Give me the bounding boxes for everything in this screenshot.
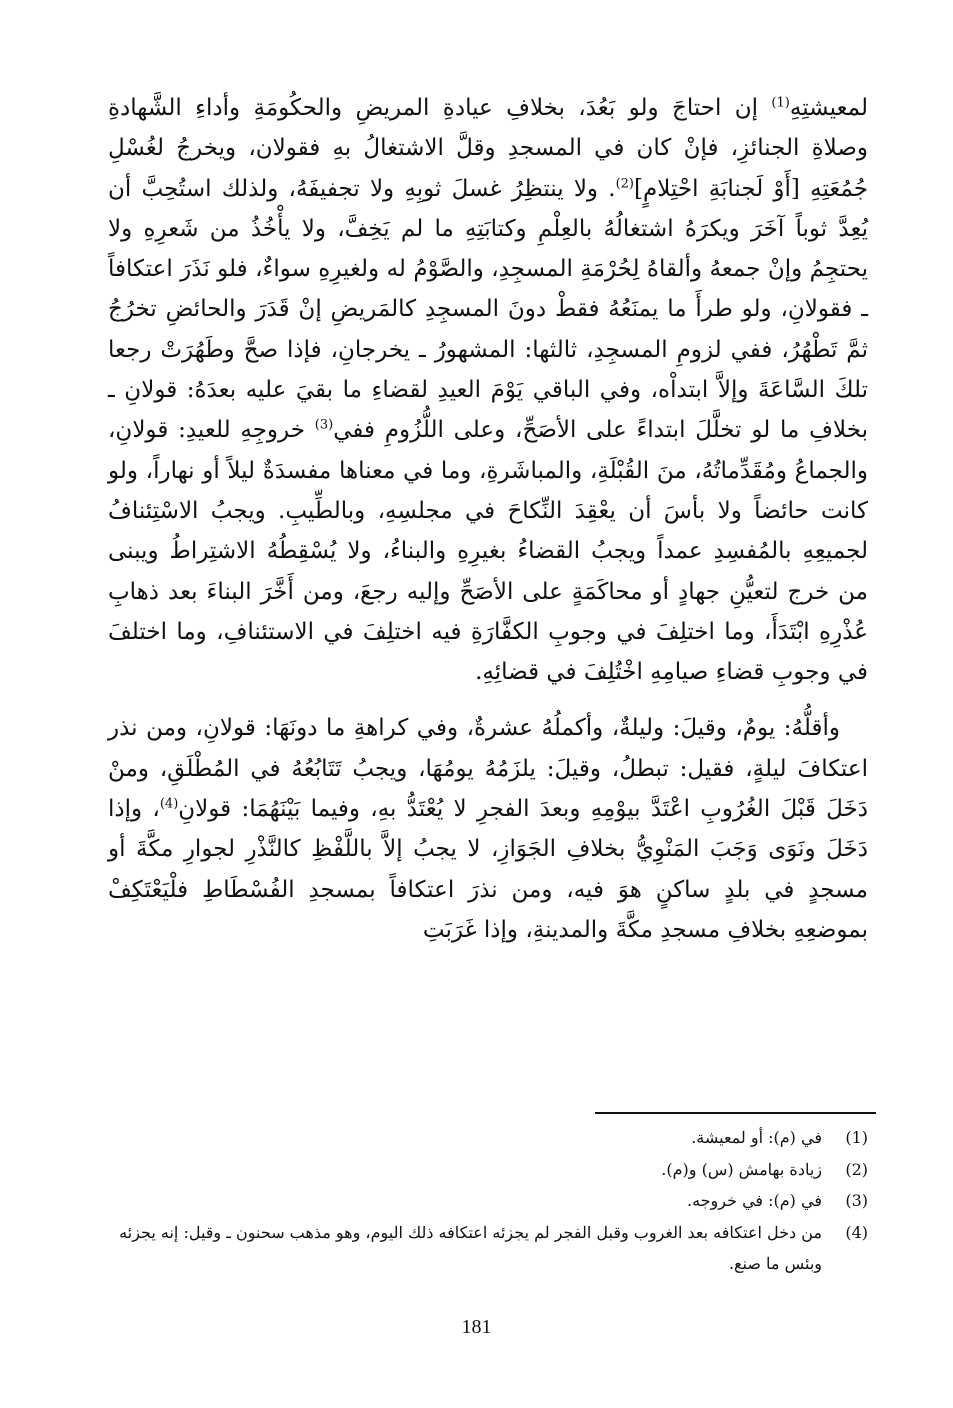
paragraph-2 <box>108 708 868 950</box>
main-text <box>108 88 868 950</box>
footnote-ref-1: (1) <box>771 95 790 111</box>
footnote-2 <box>108 1154 868 1186</box>
footnote-number: (3) <box>845 1191 868 1210</box>
text-run: خروجِهِ للعيدِ: قولانِ، والجماعُ ومُقَدِّماتُهُ، منَ القُبْلَةِ، والمباشَرةِ، وما في معناها مفسدَةٌ ليلاً أو نهاراً، ولو كانت حائضاً ولا بأسَ أن يعْقِدَ النِّكاحَ في مجلسِهِ، وبالطِّيبِ. ويجبُ الاسْتِئنافُ لجميعِهِ بالمُفسِدِ عمداً ويجبُ القضاءُ بغيرِهِ والبناءُ، ولا يُسْقِطُهُ الاشتِراطُ ويبنى من خرج لتعيُّنِ جهادٍ أو محاكَمَةٍ على الأصَحِّ وإليه رجعَ، ومن أَخَّرَ البناءَ بعد ذهابِ عُذْرِهِ ابْتَدَأَ، وما اختلِفَ في وجوبِ الكفَّارَةِ فيه اختلِفَ في الاستئنافِ، وما اختلفَ في وجوبِ قضاءِ صيامِهِ اخْتُلِفَ في قضائِهِ. <box>108 417 868 686</box>
text-run: . ولا ينتظِرُ غسلَ ثوبِهِ ولا تجفيفَهُ، ولذلك استُحِبَّ أن يُعِدَّ ثوباً آخَرَ ويكرَهُ اشتغالُهُ بالعِلْمِ وكتابَتِهِ ما لم يَخِفَّ، ولا يأْخُذُ من شَعرِهِ ولا يحتجِمُ وإنْ جمعهُ وألقاهُ لِحُرْمَةِ المسجِدِ، والصَّوْمُ له ولغيرِهِ سواءٌ، فلو نَذَرَ اعتكافاً ـ فقولانِ، ولو طرأَ ما يمنَعُهُ فقطْ دونَ المسجِدِ كالمَريضِ إنْ قَدَرَ والحائضِ تخرُجُ ثمَّ تَطْهُرُ، ففي لزومِ المسجِدِ، ثالثها: المشهورُ ـ يخرجانِ، فإذا صحَّ وطَهُرَتْ رجعا تلكَ السَّاعَةَ وإلاَّ ابتداْه، وفي الباقي يَوْمَ العيدِ لقضاءِ ما بقيَ عليه بعدَهُ: قولانِ ـ بخلافِ ما لو تخلَّلَ ابتداءً على الأصَحِّ، وعلى اللُّزُومِ ففي <box>108 175 868 444</box>
footnote-3 <box>108 1185 868 1217</box>
footnote-number: (1) <box>845 1128 868 1147</box>
footnote-number: (2) <box>845 1159 868 1179</box>
footnote-4 <box>108 1217 868 1280</box>
text-run: وأقلُّهُ: يومٌ، وقيلَ: وليلةٌ، وأكملُهُ عشرةٌ، وفي كراهةِ ما دونَهَا: قولانِ، ومن نذر اعتكافَ ليلةٍ، فقيل: تبطلُ، وقيلَ: يلزَمُهُ يومُهَا، ويجبُ تَتَابُعُهُ في المُطْلَقِ، ومنْ دَخَلَ قَبْلَ الغُرُوبِ اعْتَدَّ بيوْمِهِ وبعدَ الفجرِ لا يُعْتَدُّ بهِ، وفيما بَيْنَهُمَا: قولانِ <box>108 715 868 823</box>
footnote-text: في (م): في خروجه. <box>686 1191 822 1210</box>
footnote-text: في (م): أو لمعيشة. <box>691 1128 822 1147</box>
footnote-text: من دخل اعتكافه بعد الغروب وقبل الفجر لم يجزئه اعتكافه ذلك اليوم، وهو مذهب سحنون ـ وقيل: إنه يجزئه وبئس ما صنع. <box>119 1222 822 1273</box>
footnote-1 <box>108 1122 868 1154</box>
page-number: 181 <box>461 1316 492 1338</box>
footnote-number: (4) <box>845 1222 868 1242</box>
footnote-separator <box>595 1112 876 1114</box>
paragraph-1 <box>108 88 868 692</box>
text-run: ، وإذا دَخَلَ ونَوَى وَجَبَ المَنْوِيُّ بخلافِ الجَوَازِ، لا يجبُ إلاَّ باللَّفْظِ كالنَّذْرِ لجوارِ مكَّةَ أو مسجدٍ في بلدٍ ساكنٍ هوَ فيه، ومن نذرَ اعتكافاً بمسجدِ الفُسْطَاطِ فلْيَعْتَكِفْ بموضعِهِ بخلافِ مسجدِ مكَّةَ والمدينةِ، وإذا غَرَبَتِ <box>108 796 868 943</box>
text-run: لمعيشتِهِ <box>789 95 868 121</box>
footnotes <box>108 1122 868 1280</box>
footnote-ref-4: (4) <box>159 796 179 812</box>
footnote-text: زيادة بهامش (س) و(م). <box>661 1159 822 1179</box>
text-run: إن احتاجَ ولو بَعُدَ، بخلافِ عيادةِ المريضِ والحكُومَةِ وأداءِ الشَّهادةِ وصلاةِ الجنائزِ، فإنْ كان في المسجدِ وقلَّ الاشتغالُ بهِ فقولان، ويخرجُ لغُسْلِ جُمُعَتِهِ [أَوْ لَجنابَةِ احْتِلامٍ] <box>108 95 868 202</box>
footnote-ref-2: (2) <box>615 175 634 191</box>
footnote-ref-3: (3) <box>314 417 334 433</box>
